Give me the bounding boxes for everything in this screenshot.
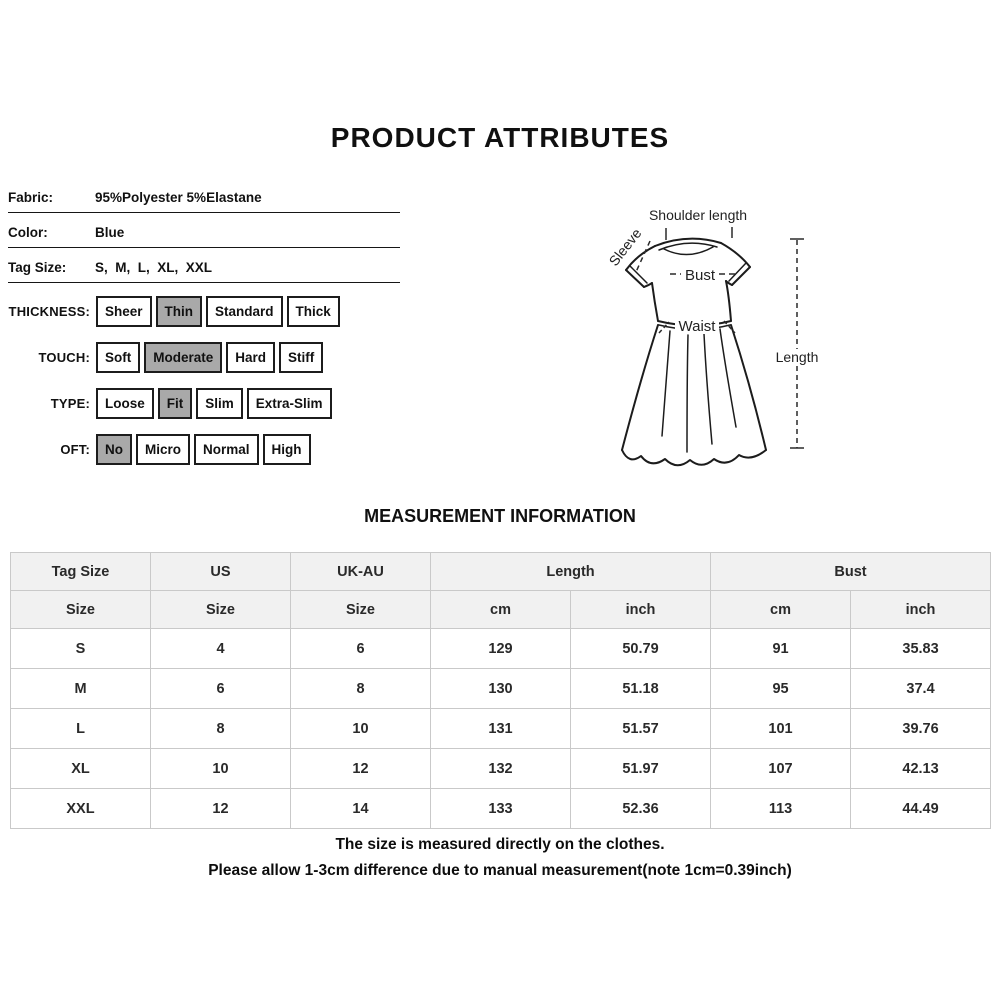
cell: 35.83 <box>851 629 991 669</box>
subheader-bust-inch: inch <box>851 591 991 629</box>
cell: 12 <box>151 789 291 829</box>
cell: 113 <box>711 789 851 829</box>
table-row-m <box>11 669 991 709</box>
dress-measurement-diagram <box>580 190 840 480</box>
attribute-row-color <box>8 225 400 248</box>
cell: 50.79 <box>571 629 711 669</box>
cell: 51.57 <box>571 709 711 749</box>
option-micro[interactable]: Micro <box>136 434 190 465</box>
option-sheer[interactable]: Sheer <box>96 296 152 327</box>
attribute-row-fabric <box>8 190 400 213</box>
cell: 42.13 <box>851 749 991 789</box>
cell: 95 <box>711 669 851 709</box>
label-waist: Waist <box>678 318 716 335</box>
note-tolerance: Please allow 1-3cm difference due to manual measurement(note 1cm=0.39inch) <box>208 862 792 879</box>
option-row-type <box>3 387 344 419</box>
cell: 14 <box>291 789 431 829</box>
cell: 10 <box>151 749 291 789</box>
option-stiff[interactable]: Stiff <box>279 342 323 373</box>
cell: 44.49 <box>851 789 991 829</box>
attribute-row-tag-size <box>8 260 400 283</box>
option-row-thickness <box>3 295 344 327</box>
cell: 91 <box>711 629 851 669</box>
option-high[interactable]: High <box>263 434 311 465</box>
label-sleeve: Sleeve <box>605 225 645 269</box>
cell: 4 <box>151 629 291 669</box>
col-header-uk-au: UK-AU <box>291 553 431 591</box>
cell: 133 <box>431 789 571 829</box>
cell: 12 <box>291 749 431 789</box>
option-loose[interactable]: Loose <box>96 388 154 419</box>
cell: 6 <box>291 629 431 669</box>
label-bust: Bust <box>684 267 716 284</box>
subheader-length-inch: inch <box>571 591 711 629</box>
cell: XXL <box>11 789 151 829</box>
touch-label: TOUCH: <box>38 349 90 365</box>
col-header-us: US <box>151 553 291 591</box>
cell: 131 <box>431 709 571 749</box>
cell: M <box>11 669 151 709</box>
option-section <box>3 295 344 479</box>
header-row-1 <box>11 553 991 591</box>
cell: L <box>11 709 151 749</box>
type-label: TYPE: <box>50 395 90 411</box>
page-title: PRODUCT ATTRIBUTES <box>330 122 670 153</box>
option-no[interactable]: No <box>96 434 132 465</box>
cell: 51.18 <box>571 669 711 709</box>
cell: 132 <box>431 749 571 789</box>
subheader-size-1: Size <box>11 591 151 629</box>
option-extra-slim[interactable]: Extra-Slim <box>247 388 332 419</box>
table-row-l <box>11 709 991 749</box>
option-standard[interactable]: Standard <box>206 296 283 327</box>
oft-label: OFT: <box>60 441 90 457</box>
cell: 8 <box>291 669 431 709</box>
fabric-value: 95%Polyester 5%Elastane <box>95 190 262 205</box>
col-header-bust: Bust <box>711 553 991 591</box>
subheader-size-2: Size <box>151 591 291 629</box>
measurement-title: MEASUREMENT INFORMATION <box>364 506 636 526</box>
dimension-lines <box>636 227 804 448</box>
dress-diagram-svg <box>580 190 840 480</box>
measurement-notes <box>0 836 1000 888</box>
color-value: Blue <box>95 225 125 240</box>
attribute-info-section <box>8 190 400 295</box>
option-normal[interactable]: Normal <box>194 434 259 465</box>
cell: 107 <box>711 749 851 789</box>
cell: 37.4 <box>851 669 991 709</box>
note-measured-on-clothes: The size is measured directly on the clothes. <box>335 836 665 853</box>
option-soft[interactable]: Soft <box>96 342 140 373</box>
option-row-touch <box>3 341 344 373</box>
option-thick[interactable]: Thick <box>287 296 340 327</box>
col-header-length: Length <box>431 553 711 591</box>
header-row-2 <box>11 591 991 629</box>
skirt-fold-lines <box>662 329 736 452</box>
subheader-length-cm: cm <box>431 591 571 629</box>
option-thin[interactable]: Thin <box>156 296 203 327</box>
label-length: Length <box>775 349 819 365</box>
subheader-size-3: Size <box>291 591 431 629</box>
cell: 52.36 <box>571 789 711 829</box>
cell: 39.76 <box>851 709 991 749</box>
option-fit[interactable]: Fit <box>158 388 193 419</box>
table-row-s <box>11 629 991 669</box>
fabric-label: Fabric: <box>8 190 54 205</box>
cell: XL <box>11 749 151 789</box>
color-label: Color: <box>8 225 48 240</box>
option-slim[interactable]: Slim <box>196 388 243 419</box>
cell: 101 <box>711 709 851 749</box>
cell: 10 <box>291 709 431 749</box>
tag-size-label: Tag Size: <box>8 260 67 275</box>
thickness-label: THICKNESS: <box>8 303 90 319</box>
cell: 8 <box>151 709 291 749</box>
col-header-tag-size: Tag Size <box>11 553 151 591</box>
option-hard[interactable]: Hard <box>226 342 275 373</box>
tag-size-value: S, M, L, XL, XXL <box>95 260 213 275</box>
cell: 130 <box>431 669 571 709</box>
measurement-table <box>10 552 991 829</box>
cell: 6 <box>151 669 291 709</box>
table-header <box>11 553 991 629</box>
option-moderate[interactable]: Moderate <box>144 342 222 373</box>
cell: 129 <box>431 629 571 669</box>
table-row-xl <box>11 749 991 789</box>
cell: S <box>11 629 151 669</box>
option-row-oft <box>3 433 344 465</box>
table-row-xxl <box>11 789 991 829</box>
label-shoulder-length: Shoulder length <box>648 207 748 223</box>
subheader-bust-cm: cm <box>711 591 851 629</box>
cell: 51.97 <box>571 749 711 789</box>
